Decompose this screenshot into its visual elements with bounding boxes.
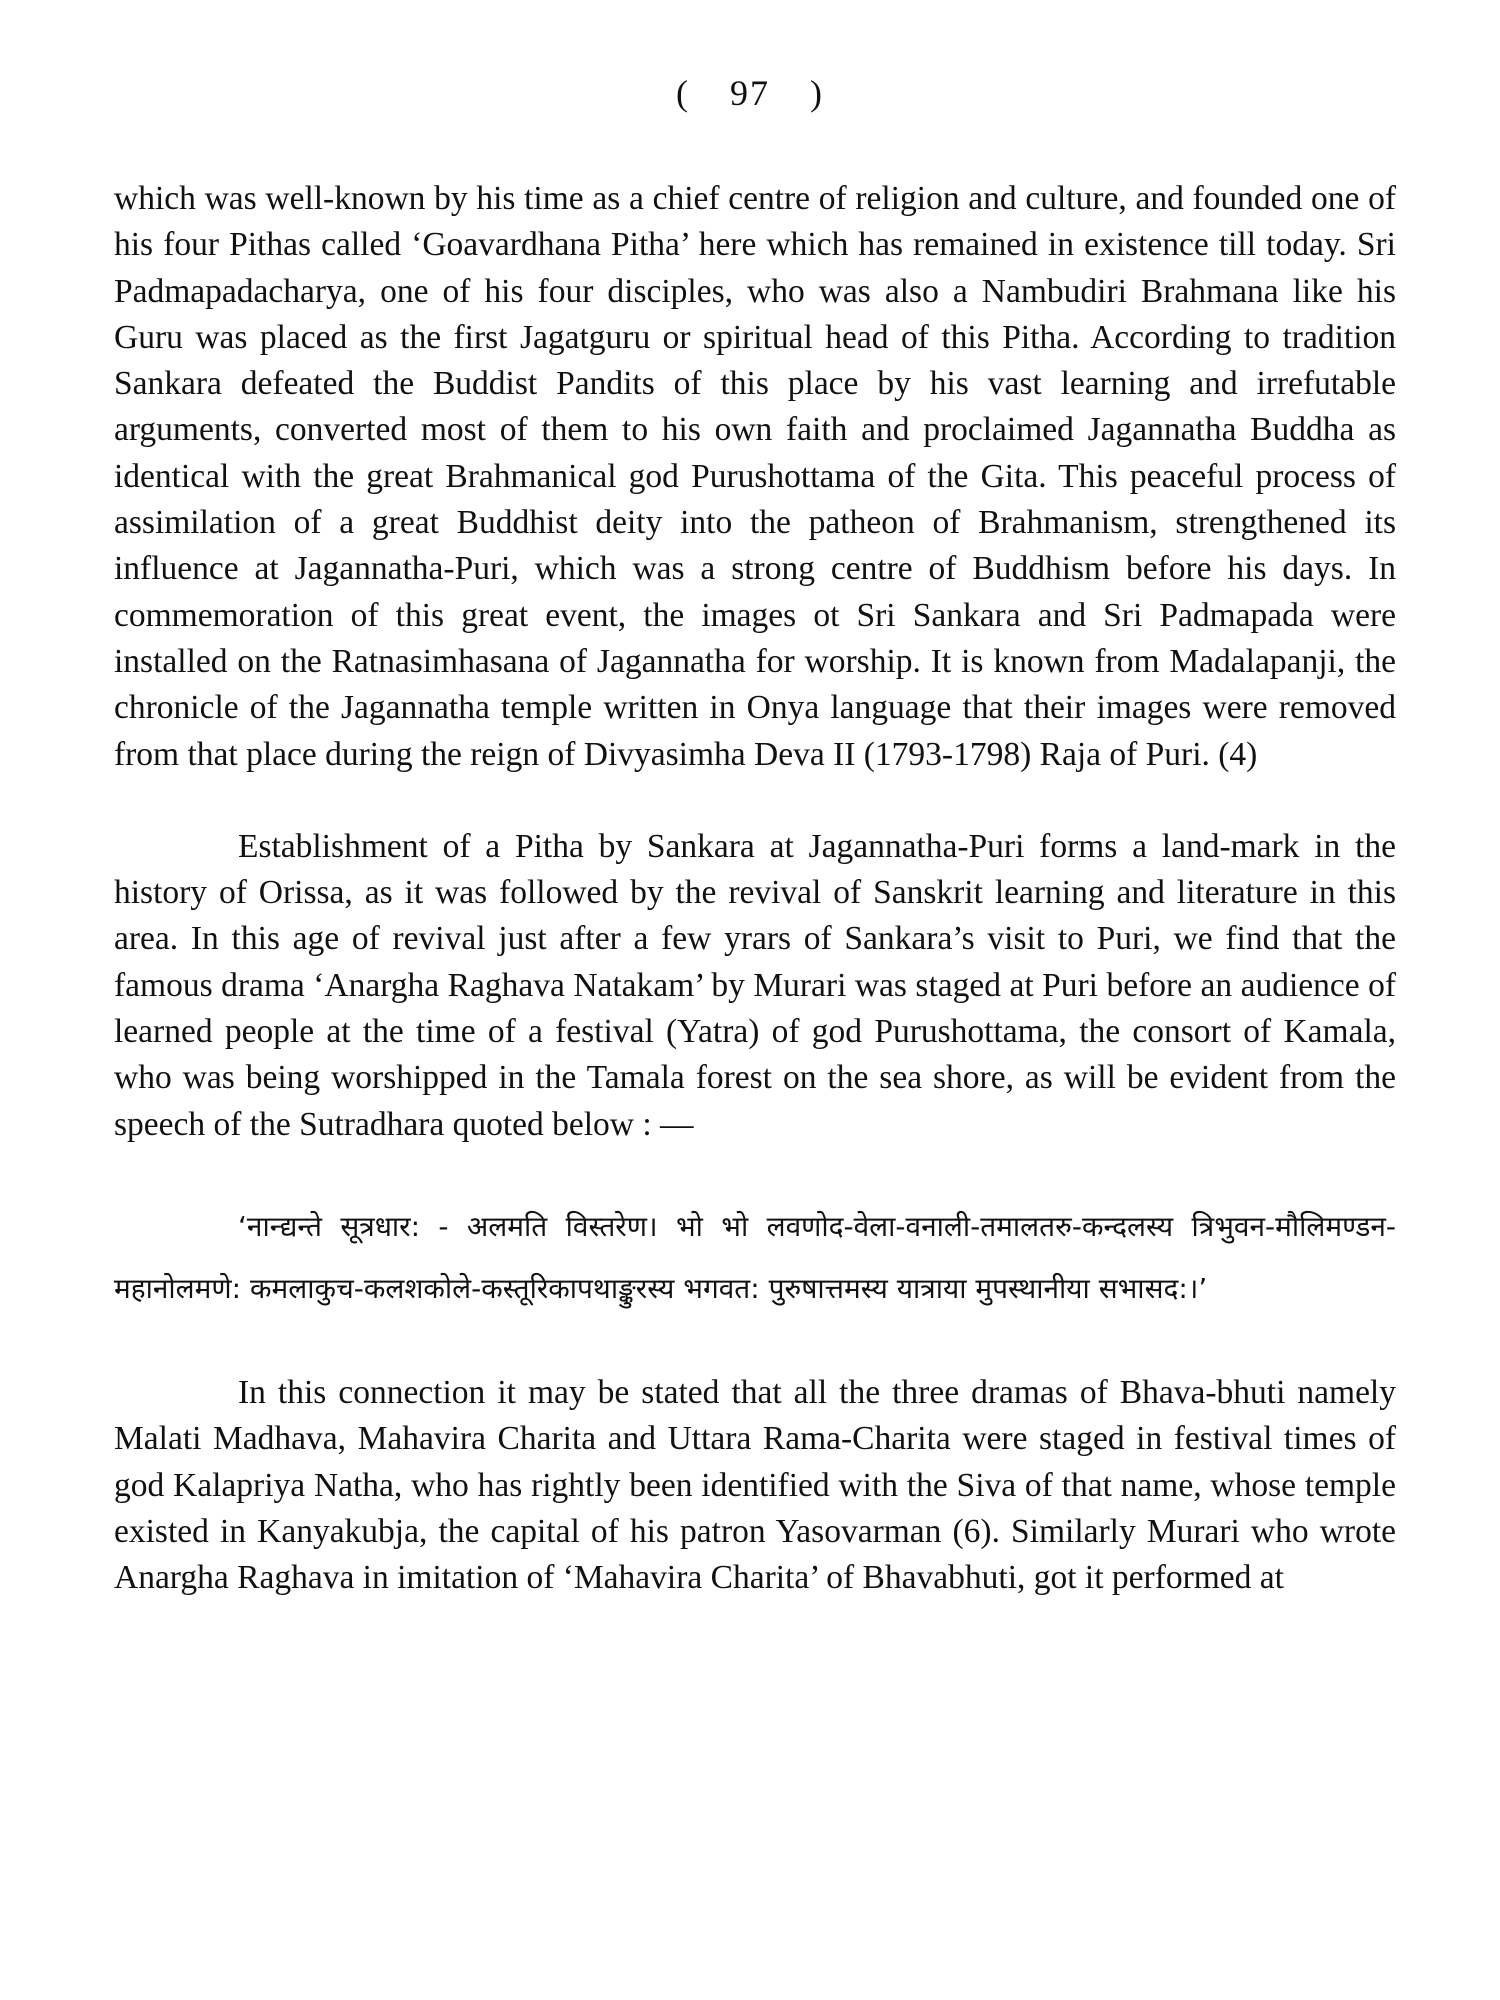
paragraph-gap bbox=[114, 778, 1396, 824]
page-number-value: 97 bbox=[730, 73, 770, 113]
paragraph-2: Establishment of a Pitha by Sankara at Jagannatha-Puri forms a land-mark in the history of Orissa, as it was followed by the revival of Sanskrit learning and literature in this area. In this age of revival just after a few yrars of Sankara’s visit to Puri, we find that the famous drama ‘Anargha Raghava Natakam’ by Murari was staged at Puri before an audience of learned people at the time of a festival (Yatra) of god Purushottama, the consort of Kamala, who was being worshipped in the Tamala forest on the sea shore, as will be evident from the speech of the Sutradhara quoted below : — bbox=[114, 827, 1396, 1143]
page-number-open-paren: ( bbox=[676, 73, 690, 113]
paragraph-1: which was well-known by his time as a chief centre of religion and culture, and founded one of his four Pithas called ‘Goavardhana Pitha’ here which has remained in existence till today. Sri Padmapadacharya, one of his four disciples, who was also a Nambudiri Brahmana like his Guru was placed as the first Jagatguru or spiritual head of this Pitha. According to tradition Sankara defeated the Buddist Pandits of this place by his vast learning and irrefutable arguments, converted most of them to his own faith and proclaimed Jagannatha Buddha as identical with the great Brahmanical god Purushottama of the Gita. This peaceful process of assimilation of a great Buddhist deity into the patheon of Brahmanism, strengthened its influence at Jagannatha-Puri, which was a strong centre of Buddhism before his days. In commemoration of this great event, the images ot Sri Sankara and Sri Padmapada were installed on the Ratnasimhasana of Jagannatha for worship. It is known from Madalapanji, the chronicle of the Jagannatha temple written in Onya language that their images were removed from that place during the reign of Divyasimha Deva II (1793-1798) Raja of Puri. (4) bbox=[114, 180, 1396, 773]
page-number-close-paren: ) bbox=[810, 73, 824, 113]
page-number bbox=[0, 72, 1500, 114]
paragraph-3: In this connection it may be stated that all the three dramas of Bhava-bhuti namely Malati Madhava, Mahavira Charita and Uttara Rama-Charita were staged in festival times of god Kalapriya Natha, who has rightly been identified with the Siva of that name, whose temple existed in Kanyakubja, the capital of his patron Yasovarman (6). Similarly Murari who wrote Anargha Raghava in imitation of ‘Mahavira Charita’ of Bhavabhuti, got it performed at bbox=[114, 1373, 1396, 1597]
paragraph-gap bbox=[114, 1148, 1396, 1196]
body-text bbox=[114, 176, 1396, 1601]
sanskrit-quote: ‘नान्द्यन्ते सूत्रधार: - अलमति विस्तरेण। भो भो लवणोद-वेला-वनाली-तमालतरु-कन्दलस्य त्रिभुवन-मौलिमण्डन-महानोलमणे: कमलाकुच-कलशकोले-कस्तूरिकापथाङ्कुरस्य भगवत: पुरुषात्तमस्य यात्राया मुपस्थानीया सभासद:।’ bbox=[114, 1209, 1396, 1305]
paragraph-gap bbox=[114, 1320, 1396, 1370]
